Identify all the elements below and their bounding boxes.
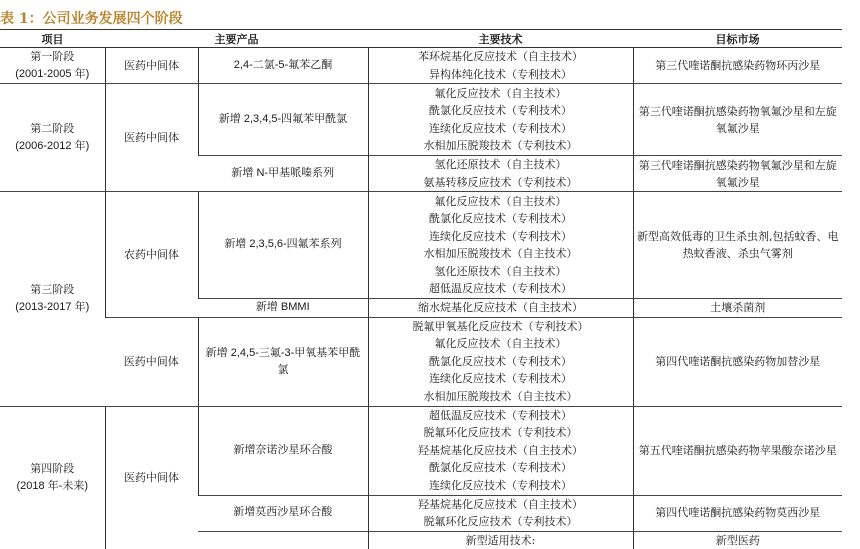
- table-row: [0, 48, 842, 84]
- category-cell: 医药中间体: [105, 317, 198, 406]
- product-cell: 2,4-二氯-5-氟苯乙酮: [198, 48, 368, 84]
- tech-item: 超低温反应技术（专利技术）: [429, 282, 572, 295]
- product-cell: 新增莫西沙星环合酸: [198, 495, 368, 531]
- tech-item: 羟基烷基化反应技术（自主技术）: [418, 497, 583, 511]
- tech-item: 水相加压脱羧技术（专利技术）: [423, 139, 578, 152]
- tech-item: 新型适用技术:: [465, 533, 536, 547]
- table-caption: 表 1：公司业务发展四个阶段: [0, 11, 183, 27]
- stage-period: (2018 年-未来): [16, 479, 89, 492]
- table-row: [0, 406, 842, 495]
- product-cell: 新增 N-甲基哌嗪系列: [198, 156, 368, 192]
- tech-item: 酰氯化反应技术（专利技术）: [429, 354, 572, 368]
- product-cell: 新增奈诺沙星环合酸: [198, 406, 368, 495]
- table-row: [0, 317, 842, 406]
- market-cell: 新型医药: [633, 531, 842, 549]
- tech-cell: [368, 531, 633, 549]
- tech-item: 脱氟甲氧基化反应技术（专利技术）: [412, 319, 589, 333]
- category-cell: 医药中间体: [105, 48, 198, 84]
- tech-item: 水相加压脱羧技术（自主技术）: [423, 247, 578, 260]
- tech-cell: [368, 495, 633, 531]
- tech-item: 氟化反应技术（自主技术）: [434, 194, 567, 208]
- business-stages-table: [0, 29, 842, 549]
- tech-item: 连续化反应技术（专利技术）: [429, 372, 572, 386]
- stage-cell: [0, 48, 105, 84]
- stage-cell: [0, 406, 105, 549]
- header-tech: 主要技术: [368, 30, 633, 48]
- stage-period: (2006-2012 年): [15, 139, 90, 152]
- tech-item: 连续化反应技术（专利技术）: [429, 121, 572, 135]
- tech-cell: [368, 299, 633, 318]
- tech-cell: [368, 156, 633, 192]
- tech-item: 脱氟环化反应技术（专利技术）: [423, 515, 578, 528]
- category-cell: 医药中间体: [105, 84, 198, 192]
- stage-name: 第三阶段: [30, 283, 75, 297]
- market-cell: 第三代喹诺酮抗感染药物氧氟沙星和左旋氧氟沙星: [633, 84, 842, 156]
- tech-item: 氟化反应技术（自主技术）: [434, 337, 567, 351]
- market-cell: 土壤杀菌剂: [633, 299, 842, 318]
- header-row: [0, 30, 842, 48]
- tech-item: 水相加压脱羧技术（自主技术）: [423, 389, 578, 403]
- product-cell: 新增 BMMI: [198, 299, 368, 318]
- tech-item: 连续化反应技术（专利技术）: [429, 229, 572, 243]
- tech-item: 酰氯化反应技术（专利技术）: [429, 461, 572, 475]
- category-cell: 医药中间体: [105, 406, 198, 549]
- tech-item: 异构体纯化技术（专利技术）: [429, 67, 572, 81]
- tech-item: 脱氟环化反应技术（专利技术）: [423, 426, 578, 440]
- tech-item: 氢化还原技术（自主技术）: [434, 264, 567, 278]
- product-cell: 新增 2,3,5,6-四氟苯系列: [198, 192, 368, 299]
- stage-cell: [0, 192, 105, 407]
- stage-name: 第四阶段: [30, 462, 75, 476]
- header-product: 主要产品: [105, 30, 368, 48]
- stage-period: (2013-2017 年): [15, 300, 90, 313]
- header-item: 项目: [0, 30, 105, 48]
- tech-cell: [368, 406, 633, 495]
- table-row: [0, 192, 842, 299]
- tech-cell: [368, 84, 633, 156]
- product-cell: 新增 2,3,4,5-四氟苯甲酰氯: [198, 84, 368, 156]
- tech-cell: [368, 192, 633, 299]
- tech-item: 氢化还原技术（自主技术）: [434, 158, 567, 171]
- tech-cell: [368, 317, 633, 406]
- tech-item: 酰氯化反应技术（专利技术）: [429, 212, 572, 225]
- table-row: [0, 84, 842, 156]
- tech-item: 酰氯化反应技术（专利技术）: [429, 104, 572, 117]
- market-cell: 新型高效低毒的卫生杀虫剂,包括蚊香、电热蚊香液、杀虫气雾剂: [633, 192, 842, 299]
- tech-item: 氟化反应技术（自主技术）: [434, 86, 567, 100]
- product-cell: 新增 2,4,5-三氟-3-甲氧基苯甲酰氯: [198, 317, 368, 406]
- stage-name: 第一阶段: [30, 50, 75, 63]
- stage-name: 第二阶段: [30, 122, 75, 135]
- market-cell: 第三代喹诺酮抗感染药物环丙沙星: [633, 48, 842, 84]
- tech-item: 超低温反应技术（专利技术）: [429, 408, 572, 422]
- tech-item: 苯环烷基化反应技术（自主技术）: [418, 50, 583, 63]
- market-cell: 第三代喹诺酮抗感染药物氧氟沙星和左旋氧氟沙星: [633, 156, 842, 192]
- market-cell: 第五代喹诺酮抗感染药物苹果酸奈诺沙星: [633, 406, 842, 495]
- header-market: 目标市场: [633, 30, 842, 48]
- category-cell: 农药中间体: [105, 192, 198, 318]
- stage-cell: [0, 84, 105, 192]
- market-cell: 第四代喹诺酮抗感染药物加替沙星: [633, 317, 842, 406]
- tech-item: 羟基烷基化反应技术（自主技术）: [418, 443, 583, 457]
- market-cell: 第四代喹诺酮抗感染药物莫西沙星: [633, 495, 842, 531]
- tech-cell: [368, 48, 633, 84]
- stage-period: (2001-2005 年): [15, 67, 90, 80]
- product-cell: [198, 531, 368, 549]
- tech-item: 连续化反应技术（专利技术）: [429, 478, 572, 492]
- tech-item: 缩水烷基化反应技术（自主技术）: [418, 301, 583, 314]
- tech-item: 氨基转移反应技术（专利技术）: [423, 175, 578, 189]
